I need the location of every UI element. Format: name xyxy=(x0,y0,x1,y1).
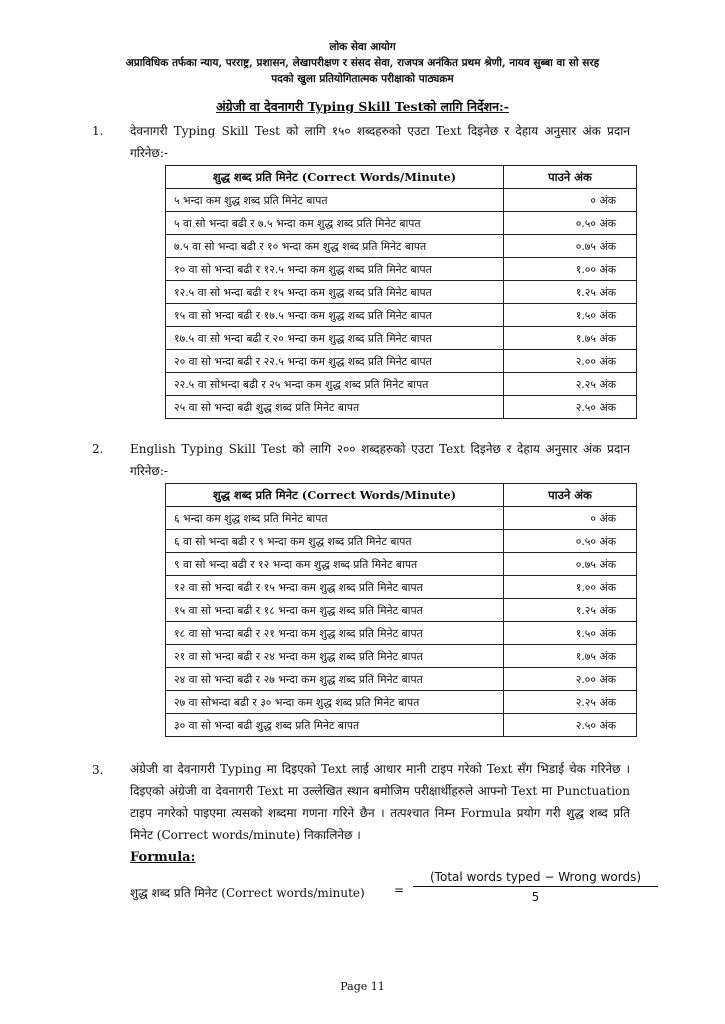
formula-denominator: 5 xyxy=(531,890,540,904)
formula-fraction xyxy=(413,870,658,904)
column-header-words: शुद्ध शब्द प्रति मिनेट (Correct Words/Minute) xyxy=(166,484,504,507)
table-row xyxy=(166,212,637,235)
table-row xyxy=(166,327,637,350)
words-range-cell: २२.५ वा सोभन्दा बढी र २५ भन्दा कम शुद्ध शब्द प्रति मिनेट बापत xyxy=(166,373,504,396)
table-header-row xyxy=(166,484,637,507)
words-range-cell: १७.५ वा सो भन्दा बढी र २० भन्दा कम शुद्ध शब्द प्रति मिनेट बापत xyxy=(166,327,504,350)
table-row xyxy=(166,373,637,396)
points-cell: १.७५ अंक xyxy=(504,645,637,668)
words-range-cell: १२.५ वा सो भन्दा बढी र १५ भन्दा कम शुद्ध शब्द प्रति मिनेट बापत xyxy=(166,281,504,304)
section-2-intro: English Typing Skill Test को लागि २०० शब्दहरुको एउटा Text दिइनेछ र देहाय अनुसार अंक प्रदान गरिनेछ:- xyxy=(130,442,630,478)
words-range-cell: २४ वा सो भन्दा बढी र २७ भन्दा कम शुद्ध शब्द प्रति मिनेट बापत xyxy=(166,668,504,691)
formula-heading: Formula: xyxy=(130,850,196,865)
table-row xyxy=(166,281,637,304)
table-row xyxy=(166,350,637,373)
points-cell: १.२५ अंक xyxy=(504,599,637,622)
syllabus-subtitle: अप्राविधिक तर्फका न्याय, परराष्ट्र, प्रशासन, लेखापरीक्षण र संसद सेवा, राजपत्र अनंकित प्रथम श्रेणी, नायव सुब्बा वा सो सरह xyxy=(125,57,600,69)
words-range-cell: १० वा सो भन्दा बढी र १२.५ भन्दा कम शुद्ध शब्द प्रति मिनेट बापत xyxy=(166,258,504,281)
points-cell: २.२५ अंक xyxy=(504,373,637,396)
points-cell: ०.७५ अंक xyxy=(504,553,637,576)
points-cell: ०.७५ अंक xyxy=(504,235,637,258)
points-cell: ०.५० अंक xyxy=(504,212,637,235)
table-row xyxy=(166,235,637,258)
table-row xyxy=(166,622,637,645)
column-header-points: पाउने अंक xyxy=(504,484,637,507)
points-cell: २.०० अंक xyxy=(504,350,637,373)
english-score-table xyxy=(165,483,637,737)
words-range-cell: ५ वा सो भन्दा बढी र ७.५ भन्दा कम शुद्ध शब्द प्रति मिनेट बापत xyxy=(166,212,504,235)
words-range-cell: १२ वा सो भन्दा बढी र १५ भन्दा कम शुद्ध शब्द प्रति मिनेट बापत xyxy=(166,576,504,599)
words-range-cell: १५ वा सो भन्दा बढी र १७.५ भन्दा कम शुद्ध शब्द प्रति मिनेट बापत xyxy=(166,304,504,327)
words-range-cell: २० वा सो भन्दा बढी र २२.५ भन्दा कम शुद्ध शब्द प्रति मिनेट बापत xyxy=(166,350,504,373)
table-row xyxy=(166,507,637,530)
table-row xyxy=(166,576,637,599)
formula-numerator: (Total words typed − Wrong words) xyxy=(413,870,658,887)
table-row xyxy=(166,304,637,327)
page-title: अंग्रेजी वा देवनागरी Typing Skill Testको लागि निर्देशन:- xyxy=(216,99,509,114)
column-header-words: शुद्ध शब्द प्रति मिनेट (Correct Words/Minute) xyxy=(166,166,504,189)
words-range-cell: १८ वा सो भन्दा बढी र २१ भन्दा कम शुद्ध शब्द प्रति मिनेट बापत xyxy=(166,622,504,645)
words-range-cell: ७.५ वा सो भन्दा बढी र १० भन्दा कम शुद्ध शब्द प्रति मिनेट बापत xyxy=(166,235,504,258)
table-row xyxy=(166,668,637,691)
words-range-cell: २७ वा सोभन्दा बढी र ३० भन्दा कम शुद्ध शब्द प्रति मिनेट बापत xyxy=(166,691,504,714)
table-row xyxy=(166,714,637,737)
table-row xyxy=(166,691,637,714)
points-cell: ० अंक xyxy=(504,507,637,530)
column-header-points: पाउने अंक xyxy=(504,166,637,189)
table-row xyxy=(166,553,637,576)
table-row xyxy=(166,189,637,212)
section-1-intro: देवनागरी Typing Skill Test को लागि १५० शब्दहरुको एउटा Text दिइनेछ र देहाय अनुसार अंक प्रदान गरिनेछ:- xyxy=(130,124,630,160)
table-row xyxy=(166,645,637,668)
points-cell: १.०० अंक xyxy=(504,576,637,599)
words-range-cell: २५ वा सो भन्दा बढी शुद्ध शब्द प्रति मिनेट बापत xyxy=(166,396,504,419)
points-cell: १.२५ अंक xyxy=(504,281,637,304)
commission-name: लोक सेवा आयोग xyxy=(329,41,396,53)
section-3-number: 3. xyxy=(92,763,104,777)
table-header-row xyxy=(166,166,637,189)
points-cell: १.५० अंक xyxy=(504,304,637,327)
words-range-cell: १५ वा सो भन्दा बढी र १८ भन्दा कम शुद्ध शब्द प्रति मिनेट बापत xyxy=(166,599,504,622)
words-range-cell: ९ वा सो भन्दा बढी र १२ भन्दा कम शुद्ध शब्द प्रति मिनेट बापत xyxy=(166,553,504,576)
words-range-cell: ६ भन्दा कम शुद्ध शब्द प्रति मिनेट बापत xyxy=(166,507,504,530)
words-range-cell: ५ भन्दा कम शुद्ध शब्द प्रति मिनेट बापत xyxy=(166,189,504,212)
table-row xyxy=(166,599,637,622)
points-cell: २.०० अंक xyxy=(504,668,637,691)
section-1-number: 1. xyxy=(92,124,104,138)
formula-equals: = xyxy=(394,883,405,897)
words-range-cell: २१ वा सो भन्दा बढी र २४ भन्दा कम शुद्ध शब्द प्रति मिनेट बापत xyxy=(166,645,504,668)
points-cell: ० अंक xyxy=(504,189,637,212)
table-row xyxy=(166,396,637,419)
table-row xyxy=(166,530,637,553)
formula-lhs: शुद्ध शब्द प्रति मिनेट (Correct words/minute) xyxy=(130,886,365,900)
points-cell: १.७५ अंक xyxy=(504,327,637,350)
devanagari-score-table xyxy=(165,165,637,419)
syllabus-subtitle-2: पदको खुला प्रतियोगितात्मक परीक्षाको पाठ्यक्रम xyxy=(271,73,454,85)
points-cell: २.५० अंक xyxy=(504,396,637,419)
section-3-text: अंग्रेजी वा देवनागरी Typing मा दिइएको Text लाई आधार मानी टाइप गरेको Text सँग भिडाई चेक गरिनेछ । दिइएको अंग्रेजी वा देवनागरी Text मा उल्लेखित स्थान बमोजिम परीक्षार्थीहरुले आफ्नो Text मा Punctuation टाइप नगरेको पाइएमा त्यसको शब्दमा गणना गरिने छैन । तत्पश्चात निम्न Formula प्रयोग गरी शुद्ध शब्द प्रति मिनेट (Correct words/minute) निकालिनेछ । xyxy=(130,762,630,842)
words-range-cell: ३० वा सो भन्दा बढी शुद्ध शब्द प्रति मिनेट बापत xyxy=(166,714,504,737)
points-cell: २.२५ अंक xyxy=(504,691,637,714)
section-2-number: 2. xyxy=(92,442,104,456)
page-number: Page 11 xyxy=(340,980,385,993)
words-range-cell: ६ वा सो भन्दा बढी र ९ भन्दा कम शुद्ध शब्द प्रति मिनेट बापत xyxy=(166,530,504,553)
points-cell: १.०० अंक xyxy=(504,258,637,281)
points-cell: २.५० अंक xyxy=(504,714,637,737)
points-cell: ०.५० अंक xyxy=(504,530,637,553)
points-cell: १.५० अंक xyxy=(504,622,637,645)
table-row xyxy=(166,258,637,281)
